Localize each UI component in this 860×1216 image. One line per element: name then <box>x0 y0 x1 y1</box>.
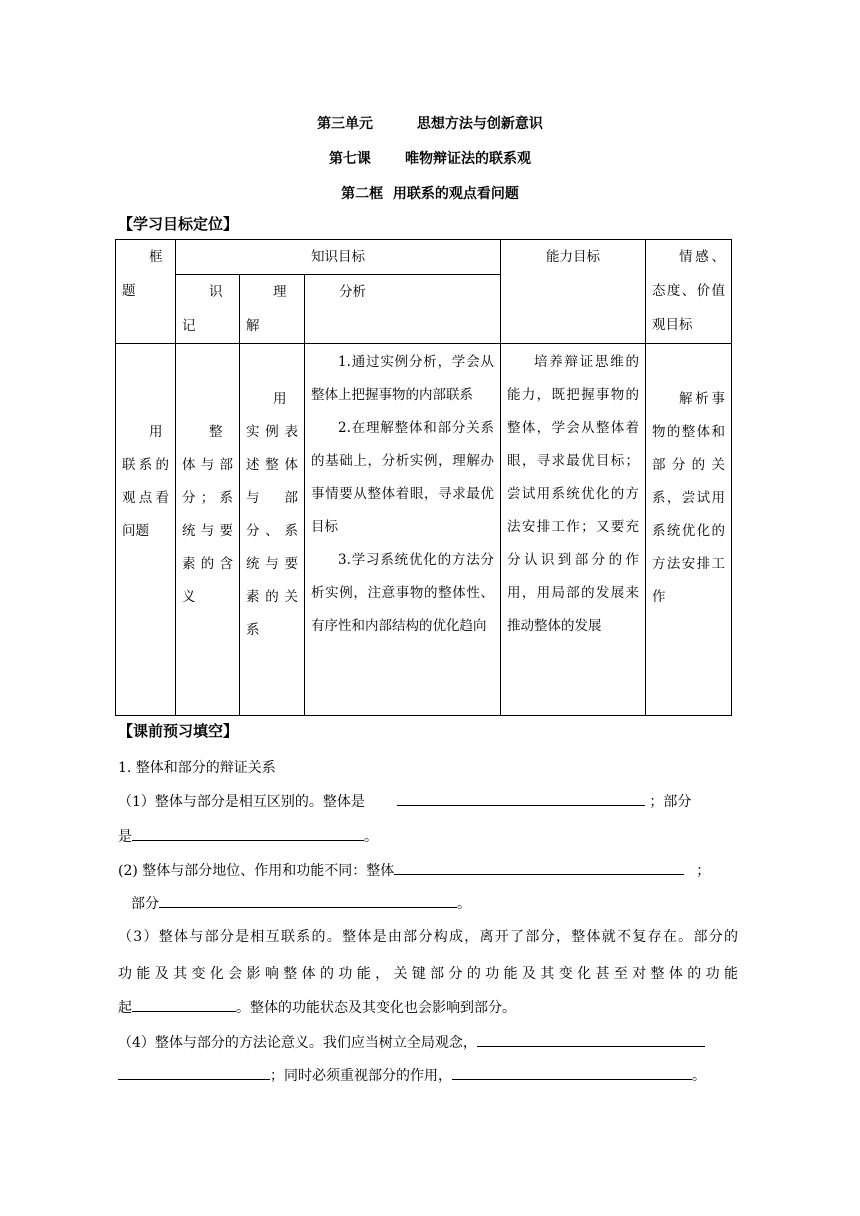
header-analysis-cell <box>305 275 501 344</box>
objectives-heading: 【学习目标定位】 <box>118 215 239 233</box>
analysis-item-2: 2.在理解整体和部分关系的基础上，分析实例，理解办事情要从整体着眼，寻求最优目标 <box>311 420 495 535</box>
q1-3-line3 <box>118 997 516 1018</box>
q1-4-line2 <box>118 1065 706 1086</box>
header-knowledge-cell <box>176 240 501 275</box>
q1-4-blank-b[interactable] <box>452 1065 692 1080</box>
understand-content: 用实例表述整体与部分、系统与要素的关系 <box>246 391 298 638</box>
q1-2-line1 <box>118 860 710 881</box>
q1-1-end: 。 <box>364 829 378 845</box>
q1-3-text-d: 。整体的功能状态及其变化也会影响到部分。 <box>236 1000 516 1016</box>
q1-4-text-a: （4）整体与部分的方法论意义。我们应当树立全局观念， <box>118 1035 477 1051</box>
q1-2-text-c: 部分 <box>131 896 159 912</box>
header-knowledge: 知识目标 <box>311 249 365 265</box>
q1-2-line2 <box>131 893 471 914</box>
analysis-item-1: 1.通过实例分析，学会从整体上把握事物的内部联系 <box>311 354 495 403</box>
q1-1-line2 <box>118 826 378 847</box>
frame-title: 第二框 用联系的观点看问题 <box>341 186 519 202</box>
q1-1-text-c: 是 <box>118 829 132 845</box>
q1-1-line1 <box>118 791 738 812</box>
recall-content: 整体与部分；系统与要素的含义 <box>182 424 233 605</box>
understand-cell <box>240 344 305 716</box>
q1-2-blank-part[interactable] <box>159 893 457 908</box>
analysis-item-3: 3.学习系统优化的方法分析实例，注意事物的整体性、有序性和内部结构的优化趋向 <box>311 552 495 634</box>
lesson-title: 第七课 唯物辩证法的联系观 <box>328 151 532 167</box>
analysis-cell <box>305 344 501 716</box>
q1-3-line1: （3）整体与部分是相互联系的。整体是由部分构成，离开了部分，整体就不复存在。部分的 <box>118 929 738 945</box>
q1-4-end: 。 <box>692 1068 706 1084</box>
q1-3-text-c: 起 <box>118 1000 132 1016</box>
header-analysis: 分析 <box>339 284 366 300</box>
header-recall: 识记 <box>182 284 223 334</box>
q1-1-text-a: （1）整体与部分是相互区别的。整体是 <box>118 794 365 810</box>
recall-cell <box>176 344 240 716</box>
header-emotion-cell <box>646 240 732 344</box>
header-ability: 能力目标 <box>546 249 601 265</box>
header-recall-cell <box>176 275 240 344</box>
q1-4-blank-a1[interactable] <box>477 1032 705 1047</box>
q1-2-text-a: (2) 整体与部分地位、作用和功能不同：整体 <box>118 863 395 879</box>
preview-heading: 【课前预习填空】 <box>118 722 239 740</box>
objectives-table <box>115 239 732 716</box>
q1-1-blank-part[interactable] <box>132 826 364 841</box>
q1-3-blank[interactable] <box>132 997 236 1012</box>
q1-4-blank-a2[interactable] <box>118 1065 270 1080</box>
header-frame-cell <box>116 240 176 344</box>
header-frame: 框题 <box>122 249 163 299</box>
q1-2-blank-whole[interactable] <box>394 860 684 875</box>
frame-cell <box>116 344 176 716</box>
q1-4-text-b: ；同时必须重视部分的作用， <box>270 1068 452 1084</box>
unit-title: 第三单元 思想方法与创新意识 <box>317 116 543 132</box>
q1-1-text-b: ；部分 <box>649 794 692 810</box>
header-understand: 理解 <box>246 284 287 334</box>
emotion-cell <box>646 344 732 716</box>
header-understand-cell <box>240 275 305 344</box>
q1-2-end: 。 <box>457 896 471 912</box>
q1-2-text-b: ； <box>696 863 711 879</box>
header-ability-cell <box>501 240 646 344</box>
ability-content: 培养辩证思维的能力，既把握事物的整体，学会从整体着眼，寻求最优目标；尝试用系统优化的方法安排工作；又要充分认识到部分的作用，用局部的发展来推动整体的发展 <box>507 354 640 634</box>
emotion-content: 解析事物的整体和部分的关系，尝试用系统优化的方法安排工作 <box>652 391 726 605</box>
q1-4-line1 <box>118 1032 705 1053</box>
q1-1-blank-whole[interactable] <box>397 791 645 806</box>
q1-title: 1. 整体和部分的辩证关系 <box>118 760 276 776</box>
ability-cell <box>501 344 646 716</box>
frame-content: 用联系的观点看问题 <box>122 424 169 539</box>
header-emotion: 情感、态度、价值观目标 <box>652 249 726 333</box>
q1-3-line2: 功能及其变化会影响整体的功能，关键部分的功能及其变化甚至对整体的功能 <box>118 966 738 982</box>
